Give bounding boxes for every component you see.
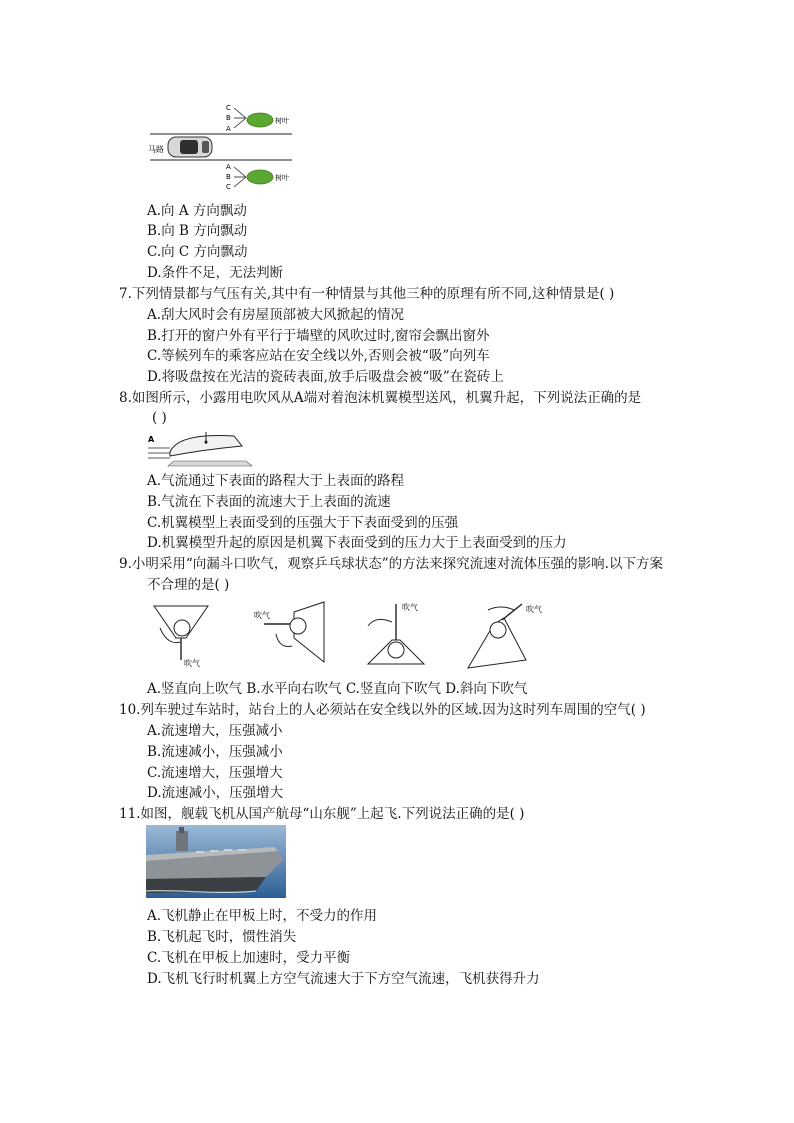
funnel-a [154,606,208,668]
q10-option-a: A.流速增大，压强减小 [147,723,283,739]
q7-option-b: B.打开的窗户外有平行于墙壁的风吹过时,窗帘会飘出窗外 [147,328,490,344]
label-top-c: C [226,104,231,112]
q7-option-a: A.刮大风时会有房屋顶部被大风掀起的情况 [147,307,405,323]
q11-option-b: B.飞机起飞时，惯性消失 [147,929,297,945]
q8-stem-bracket: ( ) [152,410,167,426]
q11-option-c: C.飞机在甲板上加速时，受力平衡 [147,950,351,966]
q11-option-d: D.飞机飞行时机翼上方空气流速大于下方空气流速，飞机获得升力 [147,971,540,987]
q9-stem: 9.小明采用“向漏斗口吹气，观察乒乓球状态”的方法来探究流速对流体压强的影响.以下方案 [119,556,663,572]
funnel-d [468,604,542,668]
label-top-a: A [226,125,231,133]
q7-option-d: D.将吸盘按在光洁的瓷砖表面,放手后吸盘会被“吸”在瓷砖上 [147,369,504,385]
funnel-c [368,602,424,664]
q8-option-c: C.机翼模型上表面受到的压强大于下表面受到的压强 [147,515,459,531]
label-top-b: B [226,114,231,122]
q10-option-d: D.流速减小，压强增大 [147,785,284,801]
label-bot-b: B [226,173,231,181]
q8-stem: 8.如图所示，小露用电吹风从A端对着泡沫机翼模型送风，机翼升起，下列说法正确的是 [119,390,642,406]
leaf-label-top: 树叶 [275,117,289,125]
q7-stem: 7.下列情景都与气压有关,其中有一种情景与其他三种的原理有所不同,这种情景是( ) [119,286,615,302]
q6-option-d: D.条件不足，无法判断 [147,265,284,281]
q10-stem: 10.列车驶过车站时，站台上的人必须站在安全线以外的区域.因为这时列车周围的空气( ) [119,702,646,718]
q8-option-d: D.机翼模型升起的原因是机翼下表面受到的压力大于上表面受到的压力 [147,535,567,551]
funnel-c-label: 吹气 [402,603,418,612]
q11-option-a: A.飞机静止在甲板上时，不受力的作用 [147,908,378,924]
funnel-b [254,602,324,662]
q11-stem: 11.如图，舰载飞机从国产航母“山东舰”上起飞.下列说法正确的是( ) [119,806,525,822]
q6-option-c: C.向 C 方向飘动 [147,244,248,260]
car-road-figure [146,100,296,192]
funnel-b-label: 吹气 [254,611,270,620]
funnel-a-label: 吹气 [184,659,200,668]
aircraft-carrier-photo [146,825,286,898]
q9-options: A.竖直向上吹气 B.水平向右吹气 C.竖直向下吹气 D.斜向下吹气 [147,681,528,697]
q10-option-b: B.流速减小，压强减小 [147,744,283,760]
road-label: 马路 [148,145,164,154]
wing-model-figure [146,428,256,468]
q10-option-c: C.流速增大，压强增大 [147,765,283,781]
q8-option-b: B.气流在下表面的流速大于上表面的流速 [147,494,391,510]
q6-option-a: A.向 A 方向飘动 [147,203,247,219]
q6-option-b: B.向 B 方向飘动 [147,223,248,239]
q8-option-a: A.气流通过下表面的路程大于上表面的路程 [147,473,405,489]
label-bot-c: C [226,183,231,191]
leaf-label-bottom: 树叶 [275,174,289,182]
q7-option-c: C.等候列车的乘客应站在安全线以外,否则会被“吸”向列车 [147,348,490,364]
wing-label-a: A [148,435,155,444]
funnel-experiments-figure [146,598,556,673]
label-bot-a: A [226,163,231,171]
funnel-d-label: 吹气 [526,605,542,614]
q9-stem-line2: 不合理的是( ) [147,577,230,593]
